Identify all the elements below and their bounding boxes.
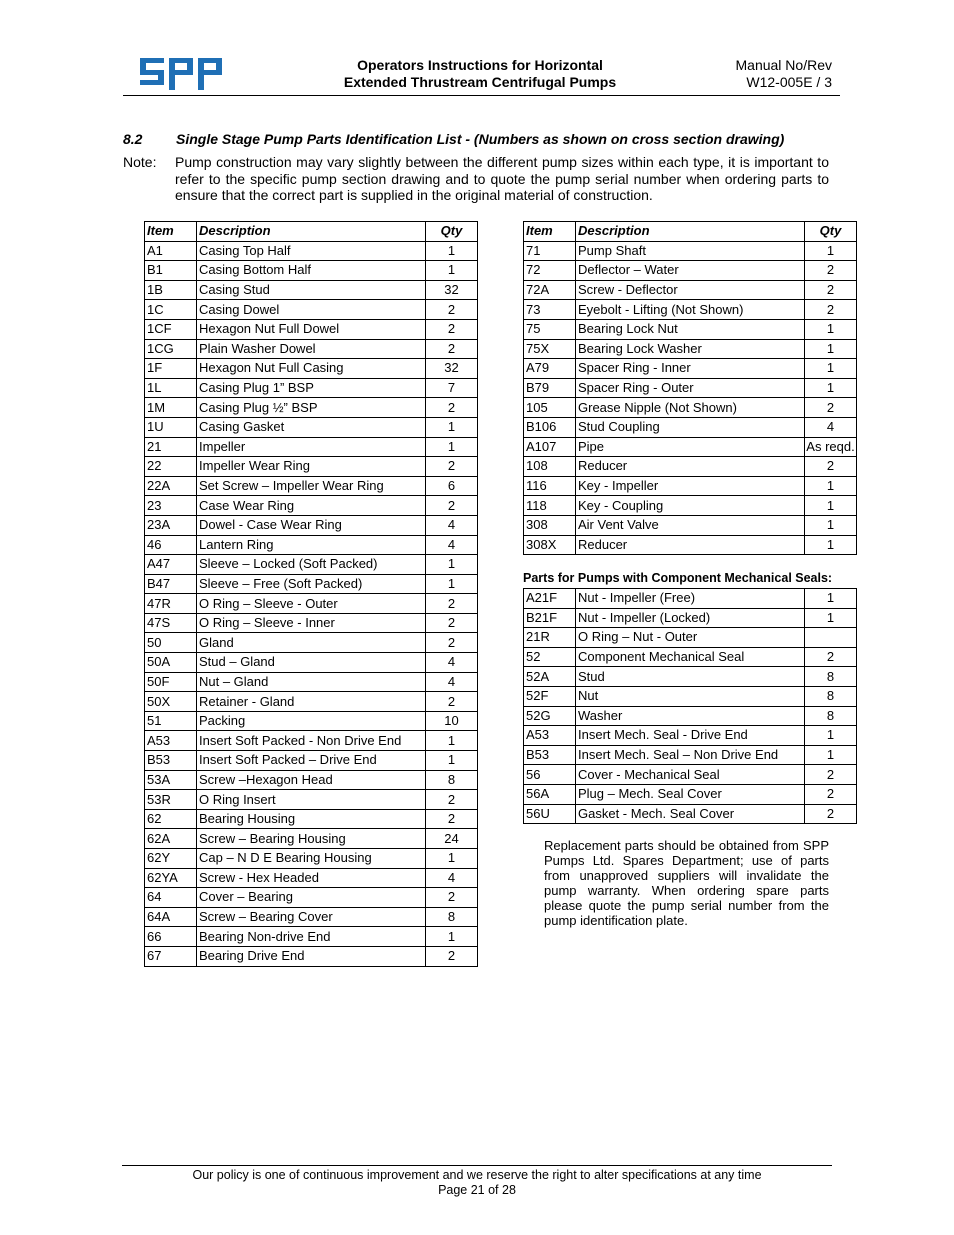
item-cell: 52A [524,667,576,687]
qty-cell: As reqd. [805,437,857,457]
table-row [145,496,478,516]
qty-cell: 1 [805,726,857,746]
footer-policy: Our policy is one of continuous improvement and we reserve the right to alter specifications at any time [192,1168,762,1182]
item-cell: 1L [145,378,197,398]
item-cell: 75 [524,319,576,339]
description-cell: Stud [576,667,805,687]
description-cell: Case Wear Ring [197,496,426,516]
qty-cell: 2 [426,692,478,712]
qty-cell: 8 [805,686,857,706]
description-cell: Stud Coupling [576,417,805,437]
table-row [524,686,857,706]
table-row [524,261,857,281]
spp-logo [140,58,222,95]
table-row [145,809,478,829]
table-row [145,261,478,281]
table-row [524,726,857,746]
footer-rule [122,1165,832,1166]
item-cell: 56 [524,765,576,785]
description-cell: Key - Coupling [576,496,805,516]
qty-cell: 2 [426,300,478,320]
table-row [524,667,857,687]
qty-cell: 32 [426,280,478,300]
qty-cell: 2 [426,457,478,477]
section-title: Single Stage Pump Parts Identification List - (Numbers as shown on cross section drawing) [176,131,785,147]
description-cell: Dowel - Case Wear Ring [197,515,426,535]
item-cell: 71 [524,241,576,261]
document-title [300,57,660,91]
description-cell: Stud – Gland [197,653,426,673]
table-row [145,417,478,437]
item-cell: 50 [145,633,197,653]
table-row [524,457,857,477]
description-cell: Bearing Non-drive End [197,927,426,947]
description-cell: O Ring – Sleeve - Inner [197,613,426,633]
item-cell: 46 [145,535,197,555]
table-row [145,751,478,771]
item-cell: 47S [145,613,197,633]
qty-cell: 4 [426,672,478,692]
header-qty: Qty [805,222,857,242]
item-cell: 50X [145,692,197,712]
description-cell: Insert Soft Packed – Drive End [197,751,426,771]
qty-cell: 1 [426,555,478,575]
table-row [145,790,478,810]
qty-cell: 7 [426,378,478,398]
table-row [524,589,857,609]
note-label: Note: [123,154,157,170]
item-cell: B1 [145,261,197,281]
table-row [145,515,478,535]
replacement-parts-note: Replacement parts should be obtained from SPP Pumps Ltd. Spares Department; use of parts from unapproved suppliers will invalidate the pump warranty. When ordering spare parts please quote the pump serial number from the pump identification plate. [544,838,829,928]
item-cell: 1B [145,280,197,300]
header-description: Description [197,222,426,242]
description-cell: Impeller Wear Ring [197,457,426,477]
item-cell: 108 [524,457,576,477]
description-cell: Bearing Housing [197,809,426,829]
qty-cell: 1 [426,731,478,751]
qty-cell: 2 [426,790,478,810]
qty-cell: 2 [805,261,857,281]
description-cell: Cap – N D E Bearing Housing [197,849,426,869]
table-row [145,731,478,751]
table-row [145,555,478,575]
table-row [524,745,857,765]
item-cell: 73 [524,300,576,320]
table-row [145,849,478,869]
table-row [145,535,478,555]
qty-cell: 2 [805,300,857,320]
page-number: Page 21 of 28 [438,1183,516,1197]
description-cell: Sleeve – Locked (Soft Packed) [197,555,426,575]
qty-cell: 1 [426,437,478,457]
description-cell: Plug – Mech. Seal Cover [576,784,805,804]
description-cell: Impeller [197,437,426,457]
item-cell: 308 [524,515,576,535]
qty-cell: 2 [426,319,478,339]
qty-cell: 2 [805,280,857,300]
item-cell: 47R [145,594,197,614]
item-cell: 23A [145,515,197,535]
qty-cell: 2 [426,946,478,966]
header-description: Description [576,222,805,242]
table-row [145,770,478,790]
table-row [524,496,857,516]
qty-cell: 1 [426,849,478,869]
note-text: Pump construction may vary slightly between the different pump sizes within each type, it is important to refer to the specific pump section drawing and to quote the pump serial number when ordering parts to ensure that the correct part is supplied in the original material of construction. [175,154,829,203]
qty-cell: 1 [426,417,478,437]
qty-cell: 1 [805,319,857,339]
header-rule [123,95,840,96]
parts-table-right [523,221,857,555]
item-cell: 23 [145,496,197,516]
table-row [145,888,478,908]
description-cell: Nut [576,686,805,706]
table-row [145,907,478,927]
table-row [524,765,857,785]
item-cell: 118 [524,496,576,516]
description-cell: Bearing Lock Washer [576,339,805,359]
item-cell: 50A [145,653,197,673]
parts-table-left [144,221,478,967]
description-cell: Eyebolt - Lifting (Not Shown) [576,300,805,320]
description-cell: Hexagon Nut Full Dowel [197,319,426,339]
qty-cell: 4 [805,417,857,437]
table-row [145,241,478,261]
qty-cell: 4 [426,653,478,673]
table-row [145,946,478,966]
item-cell: A79 [524,359,576,379]
qty-cell: 1 [805,496,857,516]
table-row [524,339,857,359]
table-row [524,535,857,555]
description-cell: Insert Soft Packed - Non Drive End [197,731,426,751]
description-cell: Sleeve – Free (Soft Packed) [197,574,426,594]
qty-cell: 4 [426,535,478,555]
table-row [524,476,857,496]
qty-cell: 8 [426,907,478,927]
item-cell: 64A [145,907,197,927]
description-cell: Reducer [576,457,805,477]
description-cell: Nut – Gland [197,672,426,692]
item-cell: A47 [145,555,197,575]
description-cell: Nut - Impeller (Free) [576,589,805,609]
qty-cell: 8 [805,706,857,726]
qty-cell: 2 [805,647,857,667]
qty-cell: 1 [426,241,478,261]
qty-cell: 1 [805,535,857,555]
item-cell: B53 [524,745,576,765]
item-cell: B106 [524,417,576,437]
table-row [145,633,478,653]
item-cell: 22A [145,476,197,496]
item-cell: B21F [524,608,576,628]
item-cell: 62 [145,809,197,829]
item-cell: A107 [524,437,576,457]
section-number: 8.2 [123,131,143,147]
table-row [145,457,478,477]
table-row [524,647,857,667]
table-row [145,476,478,496]
qty-cell: 6 [426,476,478,496]
description-cell: Casing Dowel [197,300,426,320]
description-cell: Set Screw – Impeller Wear Ring [197,476,426,496]
item-cell: A1 [145,241,197,261]
item-cell: 53A [145,770,197,790]
table-row [145,339,478,359]
item-cell: 22 [145,457,197,477]
description-cell: Key - Impeller [576,476,805,496]
description-cell: Lantern Ring [197,535,426,555]
table-row [524,319,857,339]
item-cell: 66 [145,927,197,947]
table-row [145,574,478,594]
spp-logo-graphic [140,58,222,90]
item-cell: 72 [524,261,576,281]
table-row [145,613,478,633]
table-row [524,398,857,418]
item-cell: 1F [145,359,197,379]
qty-cell: 1 [805,378,857,398]
item-cell: 116 [524,476,576,496]
description-cell: Casing Gasket [197,417,426,437]
table-row [145,378,478,398]
qty-cell: 2 [426,809,478,829]
item-cell: 56U [524,804,576,824]
description-cell: Insert Mech. Seal - Drive End [576,726,805,746]
item-cell: 52 [524,647,576,667]
qty-cell: 2 [805,398,857,418]
description-cell: Screw – Bearing Cover [197,907,426,927]
description-cell: Spacer Ring - Outer [576,378,805,398]
item-cell: 62A [145,829,197,849]
header-qty: Qty [426,222,478,242]
item-cell: 1C [145,300,197,320]
qty-cell: 1 [426,574,478,594]
description-cell: Screw - Hex Headed [197,868,426,888]
manual-number: W12-005E / 3 [746,74,832,90]
description-cell: Pump Shaft [576,241,805,261]
description-cell: Grease Nipple (Not Shown) [576,398,805,418]
table-row [145,927,478,947]
table-header-row [145,222,478,242]
qty-cell: 24 [426,829,478,849]
qty-cell: 4 [426,868,478,888]
qty-cell: 8 [426,770,478,790]
table-row [524,300,857,320]
item-cell: 50F [145,672,197,692]
description-cell: Pipe [576,437,805,457]
table-row [145,653,478,673]
description-cell: Reducer [576,535,805,555]
table-row [145,829,478,849]
table-row [524,359,857,379]
description-cell: Casing Plug 1” BSP [197,378,426,398]
qty-cell: 2 [426,339,478,359]
table-row [145,868,478,888]
table-row [145,692,478,712]
item-cell: 56A [524,784,576,804]
table-row [524,437,857,457]
header-item: Item [145,222,197,242]
qty-cell: 4 [426,515,478,535]
item-cell: 52G [524,706,576,726]
mechanical-seal-parts-table [523,588,857,824]
description-cell: Cover - Mechanical Seal [576,765,805,785]
description-cell: Plain Washer Dowel [197,339,426,359]
item-cell: 67 [145,946,197,966]
document-title-line1: Operators Instructions for Horizontal [357,57,603,73]
manual-reference [700,57,832,91]
description-cell: Cover – Bearing [197,888,426,908]
description-cell: Casing Top Half [197,241,426,261]
description-cell: Bearing Lock Nut [576,319,805,339]
table-row [145,300,478,320]
item-cell: B53 [145,751,197,771]
item-cell: 105 [524,398,576,418]
item-cell: 1M [145,398,197,418]
qty-cell: 2 [426,496,478,516]
table-row [524,378,857,398]
table-header-row [524,222,857,242]
table-row [145,711,478,731]
qty-cell: 1 [805,589,857,609]
qty-cell: 2 [426,633,478,653]
table-row [524,628,857,648]
qty-cell: 2 [426,613,478,633]
qty-cell: 2 [805,804,857,824]
description-cell: Screw - Deflector [576,280,805,300]
item-cell: 21R [524,628,576,648]
item-cell: 62YA [145,868,197,888]
item-cell: 21 [145,437,197,457]
item-cell: 62Y [145,849,197,869]
item-cell: 308X [524,535,576,555]
description-cell: Casing Bottom Half [197,261,426,281]
table-row [145,359,478,379]
description-cell: O Ring – Sleeve - Outer [197,594,426,614]
description-cell: Spacer Ring - Inner [576,359,805,379]
description-cell: Screw – Bearing Housing [197,829,426,849]
qty-cell: 2 [805,784,857,804]
qty-cell: 1 [805,241,857,261]
qty-cell: 1 [805,339,857,359]
item-cell: 1CF [145,319,197,339]
description-cell: Screw –Hexagon Head [197,770,426,790]
qty-cell: 1 [426,751,478,771]
description-cell: Deflector – Water [576,261,805,281]
description-cell: Casing Stud [197,280,426,300]
item-cell: A53 [524,726,576,746]
item-cell: A53 [145,731,197,751]
qty-cell: 2 [426,888,478,908]
item-cell: A21F [524,589,576,609]
description-cell: Casing Plug ½” BSP [197,398,426,418]
item-cell: B79 [524,378,576,398]
qty-cell [805,628,857,648]
qty-cell: 1 [426,261,478,281]
description-cell: Insert Mech. Seal – Non Drive End [576,745,805,765]
description-cell: Gland [197,633,426,653]
item-cell: 51 [145,711,197,731]
qty-cell: 1 [805,608,857,628]
description-cell: Air Vent Valve [576,515,805,535]
qty-cell: 1 [426,927,478,947]
seals-heading: Parts for Pumps with Component Mechanical Seals: [523,571,833,585]
qty-cell: 1 [805,745,857,765]
qty-cell: 2 [426,594,478,614]
qty-cell: 1 [805,515,857,535]
qty-cell: 1 [805,476,857,496]
description-cell: Packing [197,711,426,731]
item-cell: B47 [145,574,197,594]
table-row [524,241,857,261]
qty-cell: 2 [805,457,857,477]
description-cell: Bearing Drive End [197,946,426,966]
table-row [145,437,478,457]
manual-label: Manual No/Rev [735,57,832,73]
table-row [524,280,857,300]
header-item: Item [524,222,576,242]
document-title-line2: Extended Thrustream Centrifugal Pumps [343,74,617,90]
qty-cell: 8 [805,667,857,687]
item-cell: 75X [524,339,576,359]
item-cell: 1CG [145,339,197,359]
qty-cell: 10 [426,711,478,731]
table-row [524,515,857,535]
table-row [524,706,857,726]
item-cell: 72A [524,280,576,300]
description-cell: O Ring – Nut - Outer [576,628,805,648]
item-cell: 64 [145,888,197,908]
item-cell: 52F [524,686,576,706]
description-cell: O Ring Insert [197,790,426,810]
table-row [145,594,478,614]
description-cell: Washer [576,706,805,726]
description-cell: Component Mechanical Seal [576,647,805,667]
description-cell: Gasket - Mech. Seal Cover [576,804,805,824]
qty-cell: 1 [805,359,857,379]
qty-cell: 2 [426,398,478,418]
table-row [524,804,857,824]
description-cell: Retainer - Gland [197,692,426,712]
table-row [145,319,478,339]
description-cell: Hexagon Nut Full Casing [197,359,426,379]
table-row [145,280,478,300]
table-row [524,417,857,437]
qty-cell: 2 [805,765,857,785]
item-cell: 53R [145,790,197,810]
table-row [145,672,478,692]
table-row [145,398,478,418]
item-cell: 1U [145,417,197,437]
description-cell: Nut - Impeller (Locked) [576,608,805,628]
table-row [524,608,857,628]
table-row [524,784,857,804]
qty-cell: 32 [426,359,478,379]
